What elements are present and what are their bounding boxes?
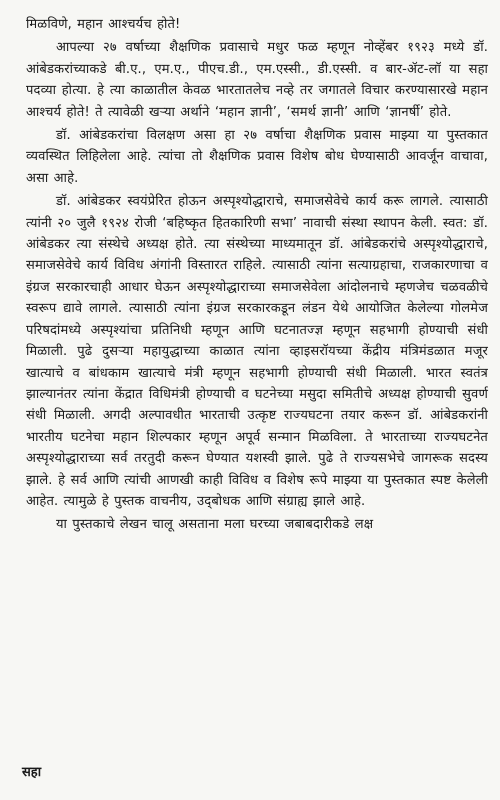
paragraph-writing: या पुस्तकाचे लेखन चालू असताना मला घरच्या जबाबदारीकडे लक्ष — [56, 517, 374, 533]
paragraph-social-work: डॉ. आंबेडकर स्वयंप्रेरित होऊन अस्पृश्योद्धाराचे, समाजसेवेचे कार्य करू लागले. त्यासाठी त्यांनी २० जुलै १९२४ रोजी ‘बहिष्कृत हितकारिणी सभा’ नावाची संस्था स्थापन केली. स्वत: डॉ. आंबेडकर त्या संस्थेचे अध्यक्ष होते. त्या संस्थेच्या माध्यमातून डॉ. आंबेडकरांचे अस्पृश्योद्धाराचे, समाजसेवेचे कार्य विविध अंगांनी विस्तारत राहिले. त्यासाठी त्यांना सत्याग्रहाचा, राजकारणाचा व इंग्रज सरकारचाही आधार घेऊन अस्पृश्योद्धाराच्या समाजसेवेला आंदोलनाचे म्हणजेच चळवळीचे स्वरूप द्यावे लागले. त्यासाठी त्यांना इंग्रज सरकारकडून लंडन येथे आयोजित केलेल्या गोलमेज परिषदांमध्ये अस्पृश्यांचा प्रतिनिधी म्हणून आणि घटनातज्ज्ञ म्हणून सहभागी होण्याची संधी मिळाली. पुढे दुसऱ्या महायुद्धाच्या काळात त्यांना व्हाइसरॉयच्या केंद्रीय मंत्रिमंडळात मजूर खात्याचे व बांधकाम खात्याचे मंत्री म्हणून सहभागी होण्याची संधी मिळाली. भारत स्वतंत्र झाल्यानंतर त्यांना केंद्रात विधिमंत्री होण्याची व घटनेच्या मसुदा समितीचे अध्यक्ष होण्याची सुवर्ण संधी मिळाली. अगदी अल्पावधीत भारताची उत्कृष्ट राज्यघटना तयार करून डॉ. आंबेडकरांनी भारतीय घटनेचा महान शिल्पकार म्हणून अपूर्व सन्मान मिळविला. ते भारताच्या राज्यघटनेत अस्पृश्योद्धाराच्या सर्व तरतुदी करून घेण्यात यशस्वी झाले. पुढे ते राज्यसभेचे जागरूक सदस्य झाले. हे सर्व आणि त्यांची आणखी काही विविध व विशेष रूपे माझ्या या पुस्तकात स्पष्ट केलेली आहेत. त्यामुळे हे पुस्तक वाचनीय, उद्‌बोधक आणि संग्राह्य झाले आहे. — [26, 194, 488, 509]
paragraph-degrees: आपल्या २७ वर्षाच्या शैक्षणिक प्रवासाचे मधुर फळ म्हणून नोव्हेंबर १९२३ मध्ये डॉ. आंबेडकरांच्याकडे बी.ए., एम.ए., पीएच.डी., एम.एस्सी., डी.एस्सी. व बार-ॲट-लॉ या सहा पदव्या होत्या. हे त्या काळातील केवळ भारतातलेच नव्हे तर जगातले विचार करण्यासारखे महान आश्चर्य होते! ते त्यावेळी खऱ्या अर्थाने ‘महान ज्ञानी’, ‘समर्थ ज्ञानी’ आणि ‘ज्ञानर्षी’ होते. — [26, 40, 488, 120]
paragraph-continuation: मिळविणे, महान आश्चर्यच होते! — [26, 17, 181, 32]
paragraph-educational-journey: डॉ. आंबेडकरांचा विलक्षण असा हा २७ वर्षाचा शैक्षणिक प्रवास माझ्या या पुस्तकात व्यवस्थित लिहिलेला आहे. त्यांचा तो शैक्षणिक प्रवास विशेष बोध घेण्यासाठी आवर्जून वाचावा, असा आहे. — [26, 128, 488, 186]
page-number-footer: सहा — [22, 765, 42, 780]
